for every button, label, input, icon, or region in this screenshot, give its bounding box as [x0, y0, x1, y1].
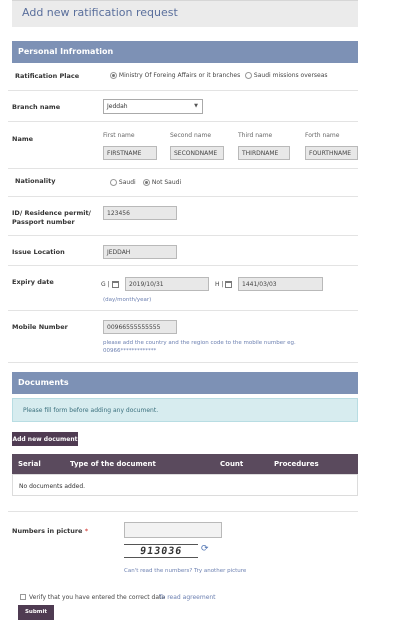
documents-header: [12, 372, 358, 394]
issue-location-label: Issue Location: [12, 248, 65, 256]
captcha-image-text: 913036: [139, 546, 183, 557]
calendar-icon[interactable]: [112, 281, 119, 288]
divider: [8, 265, 358, 266]
documents-table-header: [12, 454, 358, 474]
agreement-text: Verify that you have entered the correct data: [29, 594, 166, 601]
documents-table-empty-row: [12, 474, 358, 496]
name-label: Name: [12, 135, 34, 143]
personal-info-header: [12, 41, 358, 63]
divider: [8, 121, 358, 122]
ratification-place-label: Ratification Place: [15, 72, 80, 80]
date-format-hint: (day/month/year): [103, 297, 152, 303]
divider: [8, 235, 358, 236]
captcha-image: [124, 544, 198, 558]
page-title-bar: [12, 0, 358, 27]
radio-saudi[interactable]: [110, 179, 117, 186]
second-name-input[interactable]: SECONDNAME: [170, 146, 224, 160]
hijri-prefix: H |: [215, 281, 232, 288]
ratification-option-missions[interactable]: Saudi missions overseas: [245, 72, 328, 79]
nationality-option-not-saudi[interactable]: Not Saudi: [143, 179, 181, 186]
first-name-input[interactable]: FIRSTNAME: [103, 146, 157, 160]
mobile-label: Mobile Number: [12, 323, 68, 331]
no-documents-text: No documents added.: [19, 483, 86, 490]
second-name-label: Second name: [170, 132, 212, 139]
divider: [8, 511, 358, 512]
col-count: Count: [220, 460, 244, 468]
fourth-name-input[interactable]: FOURTHNAME: [305, 146, 358, 160]
col-procedures: Procedures: [274, 460, 319, 468]
gregorian-prefix: G |: [101, 281, 119, 288]
col-serial: Serial: [18, 460, 41, 468]
col-type: Type of the document: [70, 460, 156, 468]
expiry-gregorian-input[interactable]: 2019/10/31: [125, 277, 209, 291]
captcha-label: Numbers in picture *: [12, 527, 89, 535]
documents-title: Documents: [18, 378, 69, 387]
ratification-option-ministry[interactable]: Ministry Of Foreing Affairs or it branches: [110, 72, 240, 79]
mobile-hint-line2: 00966*************: [103, 348, 157, 354]
mobile-hint-line1: please add the country and the region code to the mobile number eg.: [103, 340, 296, 346]
id-label-line2: Passport number: [12, 218, 75, 226]
agreement-checkbox[interactable]: [20, 594, 26, 600]
third-name-label: Third name: [238, 132, 273, 139]
divider: [8, 90, 358, 91]
expiry-hijri-input[interactable]: 1441/03/03: [238, 277, 323, 291]
agreement-link[interactable]: To read agreement: [159, 594, 216, 601]
first-name-label: First name: [103, 132, 135, 139]
captcha-input[interactable]: [124, 522, 222, 538]
required-mark: *: [84, 527, 89, 535]
divider: [8, 362, 358, 363]
page-title: Add new ratification request: [22, 6, 178, 19]
branch-label: Branch name: [12, 103, 61, 111]
captcha-refresh-link[interactable]: Can't read the numbers? Try another picture: [124, 568, 247, 574]
personal-info-title: Personal Infromation: [18, 47, 114, 56]
divider: [8, 196, 358, 197]
documents-alert-text: Please fill form before adding any document.: [23, 407, 159, 414]
divider: [8, 310, 358, 311]
id-number-input[interactable]: 123456: [103, 206, 177, 220]
divider: [8, 168, 358, 169]
issue-location-input[interactable]: JEDDAH: [103, 245, 177, 259]
radio-not-saudi[interactable]: [143, 179, 150, 186]
refresh-icon[interactable]: ⟳: [201, 544, 209, 554]
radio-missions[interactable]: [245, 72, 252, 79]
branch-select[interactable]: [103, 99, 203, 114]
nationality-label: Nationality: [15, 177, 56, 185]
expiry-label: Expiry date: [12, 278, 54, 286]
submit-button[interactable]: Submit: [18, 605, 54, 620]
id-label-line1: ID/ Residence permit/: [12, 209, 91, 217]
fourth-name-label: Forth name: [305, 132, 340, 139]
calendar-icon[interactable]: [225, 281, 232, 288]
documents-alert: [12, 398, 358, 422]
third-name-input[interactable]: THIRDNAME: [238, 146, 290, 160]
add-document-button[interactable]: Add new document: [12, 432, 78, 446]
nationality-option-saudi[interactable]: Saudi: [110, 179, 136, 186]
branch-value: Jeddah: [107, 103, 128, 110]
mobile-input[interactable]: 00966555555555: [103, 320, 177, 334]
chevron-down-icon: ▼: [194, 103, 198, 109]
radio-ministry[interactable]: [110, 72, 117, 79]
